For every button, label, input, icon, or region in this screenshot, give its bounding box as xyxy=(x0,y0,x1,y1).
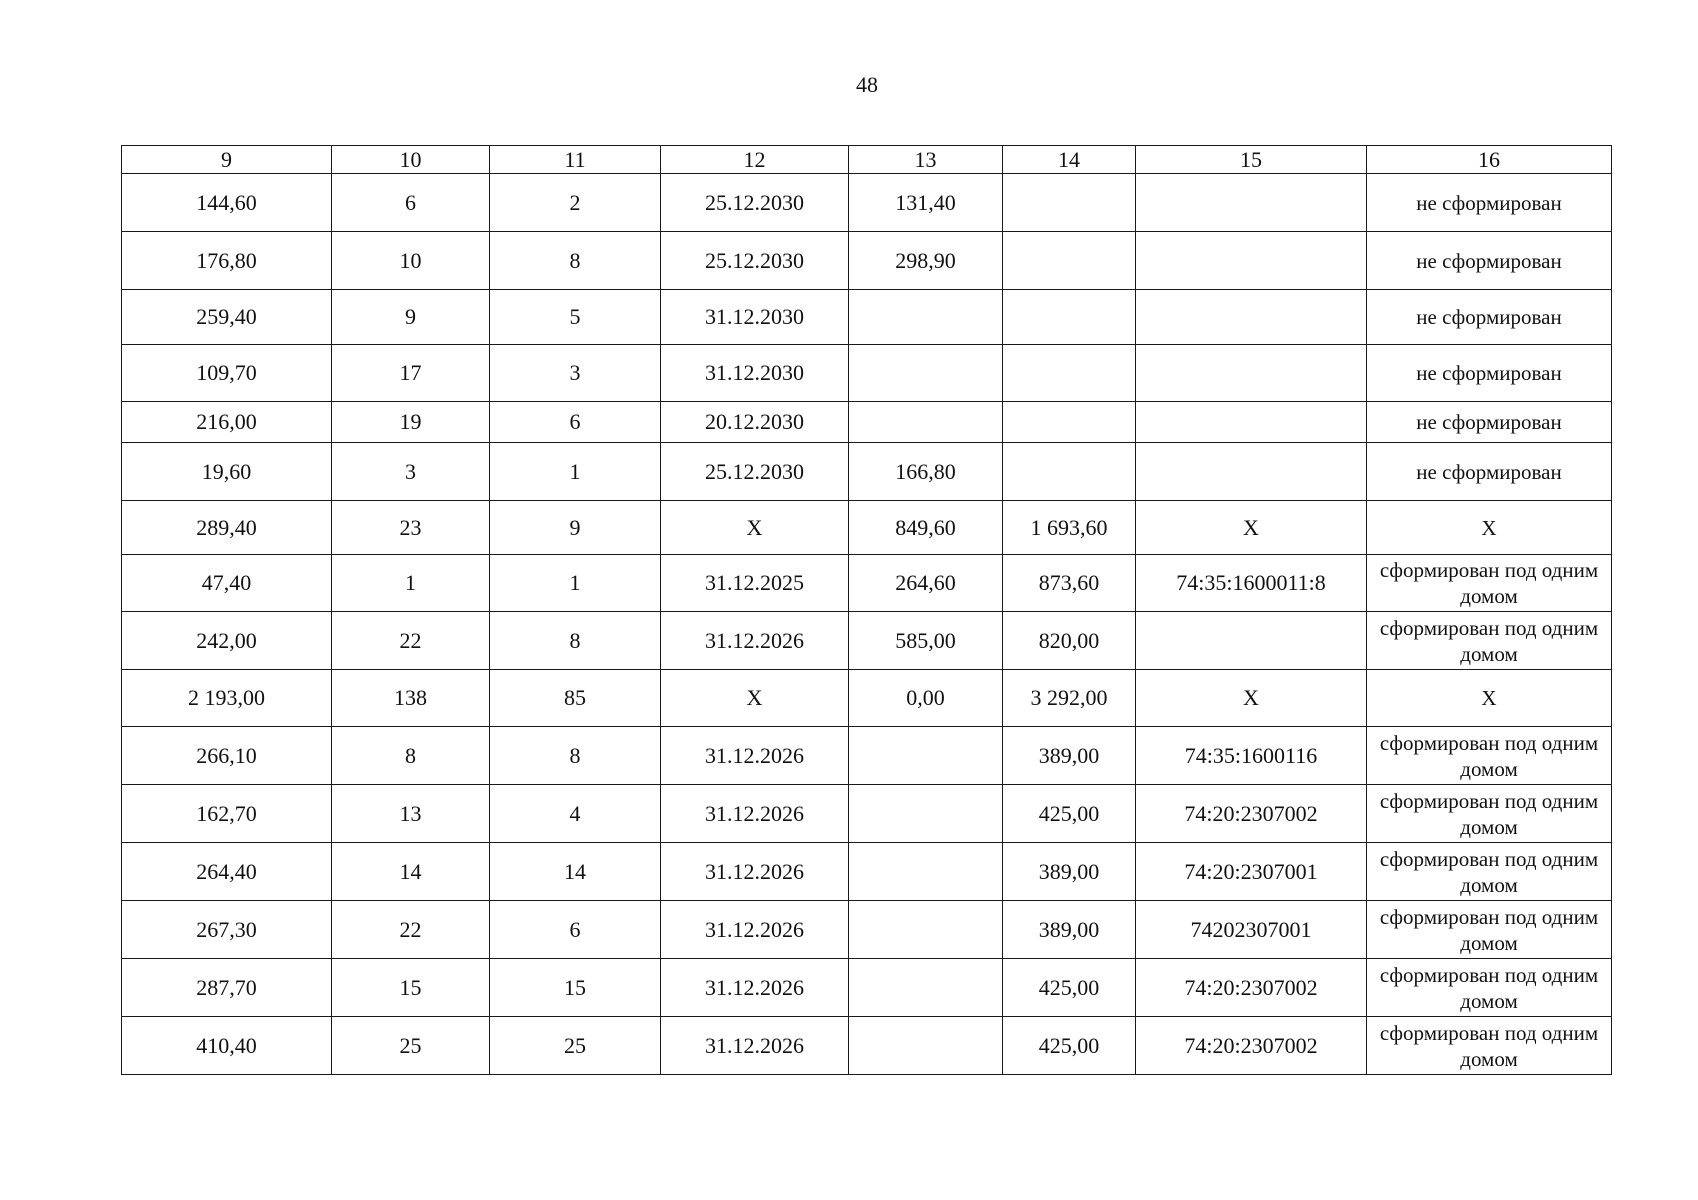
table-cell: 31.12.2026 xyxy=(661,959,849,1017)
table-cell: X xyxy=(661,670,849,727)
table-row xyxy=(122,727,1612,785)
table-cell: сформирован под одним домом xyxy=(1367,959,1612,1017)
table-cell: 1 xyxy=(490,555,661,612)
table-cell: 0,00 xyxy=(849,670,1003,727)
table-cell: 31.12.2025 xyxy=(661,555,849,612)
table-cell: 8 xyxy=(490,232,661,290)
table-row xyxy=(122,959,1612,1017)
table-cell: 74:20:2307002 xyxy=(1136,959,1367,1017)
table-cell xyxy=(1136,232,1367,290)
table-cell: 25.12.2030 xyxy=(661,232,849,290)
table-cell: 585,00 xyxy=(849,612,1003,670)
table-cell: 820,00 xyxy=(1003,612,1136,670)
table-row xyxy=(122,670,1612,727)
table-cell: 25 xyxy=(332,1017,490,1075)
table-cell: 131,40 xyxy=(849,174,1003,232)
header-row xyxy=(122,146,1612,174)
table-cell: 3 xyxy=(332,443,490,501)
table-cell: 264,40 xyxy=(122,843,332,901)
table-cell: 14 xyxy=(490,843,661,901)
table-cell: сформирован под одним домом xyxy=(1367,727,1612,785)
table-cell: 389,00 xyxy=(1003,901,1136,959)
table-cell xyxy=(1003,174,1136,232)
table-cell: 287,70 xyxy=(122,959,332,1017)
table-cell: 74:35:1600011:8 xyxy=(1136,555,1367,612)
table-cell: 8 xyxy=(490,727,661,785)
table-cell: 15 xyxy=(490,959,661,1017)
table-cell: не сформирован xyxy=(1367,345,1612,402)
column-header: 10 xyxy=(332,146,490,174)
table-cell: 5 xyxy=(490,290,661,345)
table-cell: 25 xyxy=(490,1017,661,1075)
table-cell: 1 693,60 xyxy=(1003,501,1136,555)
table-cell: 22 xyxy=(332,612,490,670)
table-cell: 873,60 xyxy=(1003,555,1136,612)
column-header: 9 xyxy=(122,146,332,174)
table-cell xyxy=(1003,443,1136,501)
table-cell: 74:20:2307002 xyxy=(1136,1017,1367,1075)
table-cell: 109,70 xyxy=(122,345,332,402)
table-cell: 3 292,00 xyxy=(1003,670,1136,727)
table-cell: 4 xyxy=(490,785,661,843)
table-cell: 289,40 xyxy=(122,501,332,555)
table-cell: 31.12.2030 xyxy=(661,345,849,402)
table-cell: сформирован под одним домом xyxy=(1367,612,1612,670)
table-cell xyxy=(849,345,1003,402)
table-cell xyxy=(849,959,1003,1017)
table-cell: 74202307001 xyxy=(1136,901,1367,959)
table-cell xyxy=(1136,443,1367,501)
table-cell: 74:20:2307001 xyxy=(1136,843,1367,901)
table-cell: 3 xyxy=(490,345,661,402)
table-cell: 17 xyxy=(332,345,490,402)
table-cell xyxy=(849,290,1003,345)
table-cell xyxy=(1003,345,1136,402)
table-cell: X xyxy=(1136,670,1367,727)
table-cell: 23 xyxy=(332,501,490,555)
table-cell: 14 xyxy=(332,843,490,901)
table-cell: 176,80 xyxy=(122,232,332,290)
table-cell: 1 xyxy=(490,443,661,501)
table-cell: 266,10 xyxy=(122,727,332,785)
table-cell: 264,60 xyxy=(849,555,1003,612)
table-row xyxy=(122,174,1612,232)
table-row xyxy=(122,290,1612,345)
column-header: 13 xyxy=(849,146,1003,174)
table-cell: 425,00 xyxy=(1003,1017,1136,1075)
table-cell: 849,60 xyxy=(849,501,1003,555)
table-cell: 19,60 xyxy=(122,443,332,501)
table-cell: 31.12.2026 xyxy=(661,843,849,901)
table-cell: X xyxy=(1367,670,1612,727)
table-cell xyxy=(1136,402,1367,443)
table-cell: 425,00 xyxy=(1003,785,1136,843)
table-cell: 6 xyxy=(332,174,490,232)
table-cell: 74:20:2307002 xyxy=(1136,785,1367,843)
table-cell: не сформирован xyxy=(1367,232,1612,290)
table-cell: 410,40 xyxy=(122,1017,332,1075)
table-cell: 267,30 xyxy=(122,901,332,959)
table-row xyxy=(122,501,1612,555)
table-cell: сформирован под одним домом xyxy=(1367,1017,1612,1075)
table-cell: X xyxy=(661,501,849,555)
table-cell: не сформирован xyxy=(1367,174,1612,232)
table-cell: 13 xyxy=(332,785,490,843)
table-cell xyxy=(1136,612,1367,670)
table-cell: 242,00 xyxy=(122,612,332,670)
table-cell: 1 xyxy=(332,555,490,612)
table-row xyxy=(122,612,1612,670)
table-row xyxy=(122,402,1612,443)
table-cell xyxy=(1003,290,1136,345)
table-cell: X xyxy=(1136,501,1367,555)
table-cell: 6 xyxy=(490,402,661,443)
column-header: 12 xyxy=(661,146,849,174)
table-cell: не сформирован xyxy=(1367,443,1612,501)
table-row xyxy=(122,555,1612,612)
table-cell xyxy=(849,785,1003,843)
table-cell: не сформирован xyxy=(1367,402,1612,443)
table-cell xyxy=(1136,174,1367,232)
column-header: 11 xyxy=(490,146,661,174)
table-cell: 216,00 xyxy=(122,402,332,443)
table-cell xyxy=(849,901,1003,959)
table-row xyxy=(122,785,1612,843)
column-header: 14 xyxy=(1003,146,1136,174)
table-cell: не сформирован xyxy=(1367,290,1612,345)
table-cell: 22 xyxy=(332,901,490,959)
table-cell: 259,40 xyxy=(122,290,332,345)
table-cell: сформирован под одним домом xyxy=(1367,843,1612,901)
table-cell: 2 xyxy=(490,174,661,232)
table-cell: 20.12.2030 xyxy=(661,402,849,443)
table-row xyxy=(122,1017,1612,1075)
data-table xyxy=(121,145,1612,1075)
table-cell: 15 xyxy=(332,959,490,1017)
table-cell: 31.12.2026 xyxy=(661,901,849,959)
table-cell: 2 193,00 xyxy=(122,670,332,727)
table-cell: 9 xyxy=(332,290,490,345)
table-cell: сформирован под одним домом xyxy=(1367,785,1612,843)
table-cell: 19 xyxy=(332,402,490,443)
page-number: 48 xyxy=(856,72,878,97)
column-header: 15 xyxy=(1136,146,1367,174)
table-row xyxy=(122,901,1612,959)
column-header: 16 xyxy=(1367,146,1612,174)
table-cell: 10 xyxy=(332,232,490,290)
table-cell: 389,00 xyxy=(1003,727,1136,785)
table-cell xyxy=(1136,345,1367,402)
table-cell: 31.12.2026 xyxy=(661,727,849,785)
table-cell: 298,90 xyxy=(849,232,1003,290)
table-cell: сформирован под одним домом xyxy=(1367,901,1612,959)
table-cell: 25.12.2030 xyxy=(661,443,849,501)
table-cell xyxy=(1003,402,1136,443)
table-cell: 47,40 xyxy=(122,555,332,612)
table-cell: 31.12.2026 xyxy=(661,612,849,670)
table-cell: 31.12.2026 xyxy=(661,1017,849,1075)
table-cell: 6 xyxy=(490,901,661,959)
table-cell: 162,70 xyxy=(122,785,332,843)
table-cell: 144,60 xyxy=(122,174,332,232)
table-cell: 31.12.2026 xyxy=(661,785,849,843)
table-cell: 85 xyxy=(490,670,661,727)
table-cell: 138 xyxy=(332,670,490,727)
table-cell xyxy=(1136,290,1367,345)
table-cell xyxy=(849,1017,1003,1075)
table-cell xyxy=(849,843,1003,901)
table-cell: 74:35:1600116 xyxy=(1136,727,1367,785)
table-cell xyxy=(1003,232,1136,290)
table-row xyxy=(122,232,1612,290)
table-cell xyxy=(849,727,1003,785)
table-cell: 8 xyxy=(490,612,661,670)
table-row xyxy=(122,843,1612,901)
table-cell: 25.12.2030 xyxy=(661,174,849,232)
table-cell: сформирован под одним домом xyxy=(1367,555,1612,612)
table-cell xyxy=(849,402,1003,443)
table-cell: 9 xyxy=(490,501,661,555)
table-cell: 166,80 xyxy=(849,443,1003,501)
table-cell: 31.12.2030 xyxy=(661,290,849,345)
table-row xyxy=(122,443,1612,501)
table-cell: 8 xyxy=(332,727,490,785)
table-cell: 389,00 xyxy=(1003,843,1136,901)
table-cell: X xyxy=(1367,501,1612,555)
table-cell: 425,00 xyxy=(1003,959,1136,1017)
table-row xyxy=(122,345,1612,402)
